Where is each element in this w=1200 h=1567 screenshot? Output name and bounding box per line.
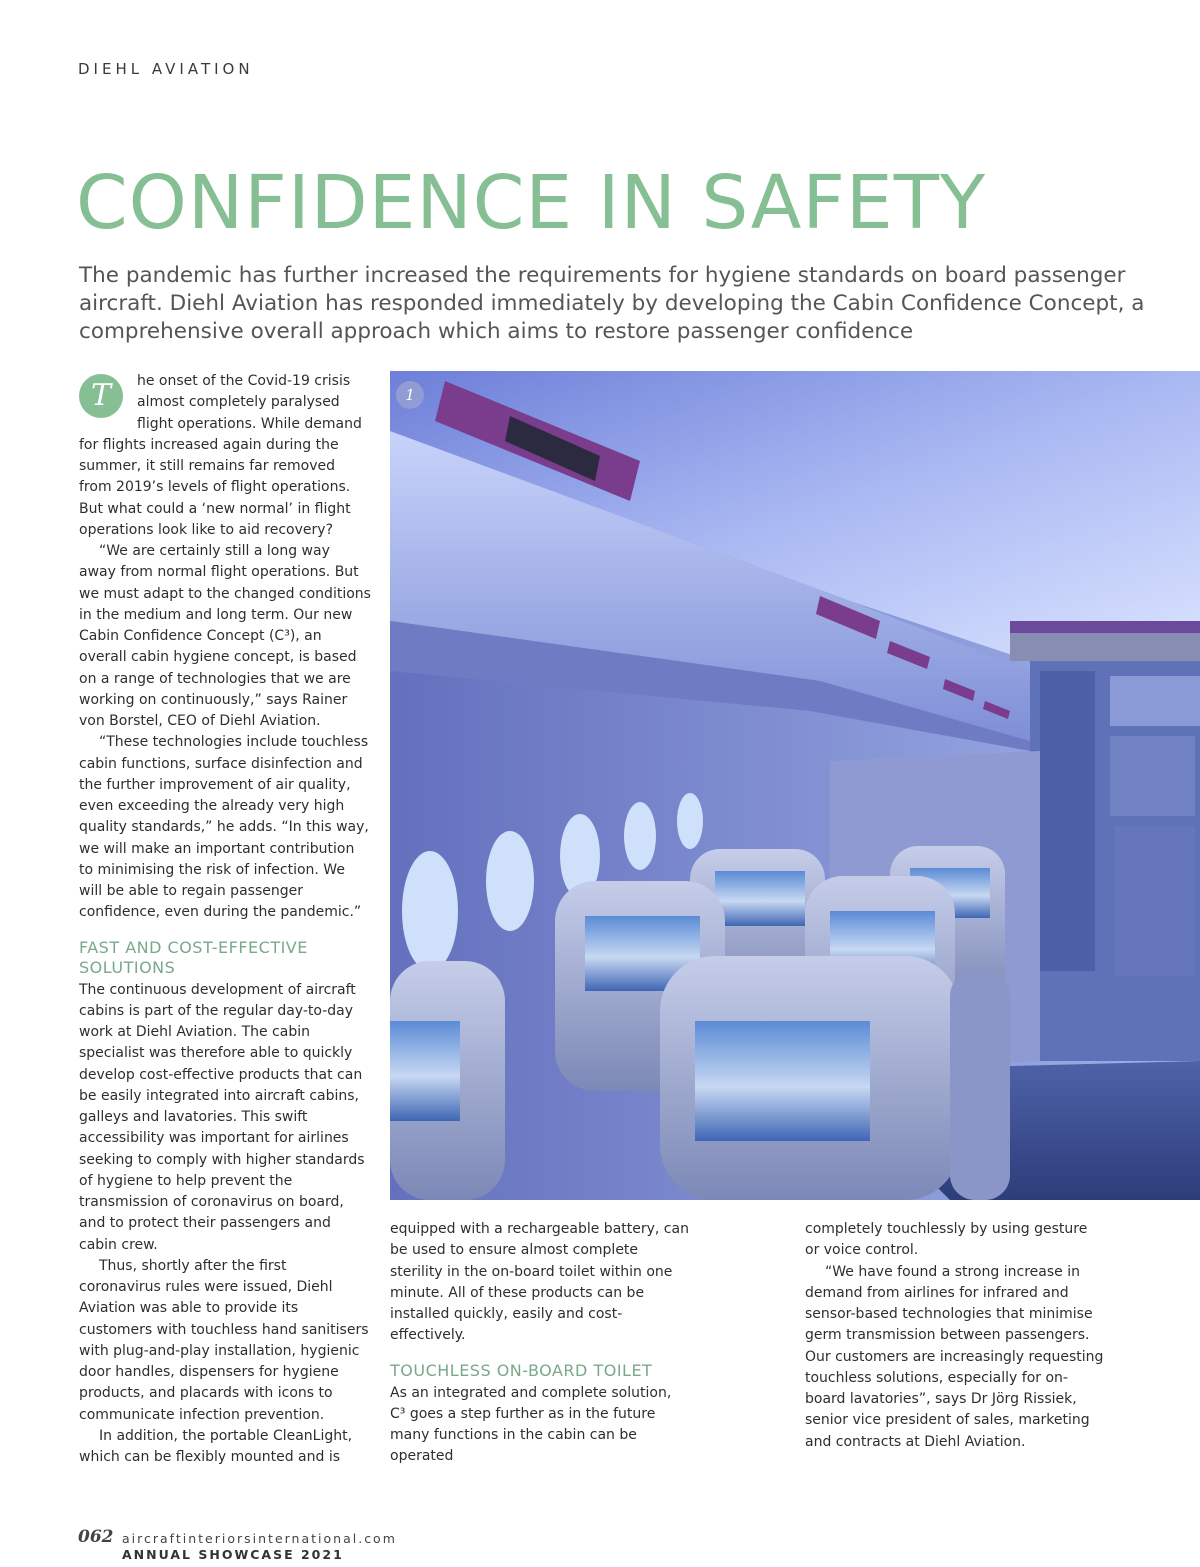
cabin-photo [390, 371, 1200, 1200]
paragraph-3: “These technologies include touchless cabin functions, surface disinfection and the further improvement of air quality, even exceeding the already very high quality standards,” he adds. “In this way, we will make an important contribution to minimising the risk of infection. We will be able to regain passenger confidence, even during the pandemic.” [79, 734, 369, 921]
photo-number: 1 [396, 381, 424, 409]
drop-cap: T [79, 374, 123, 418]
section-label: DIEHL AVIATION [78, 60, 254, 78]
column-1 [79, 371, 371, 1468]
subhead-fast-solutions: FAST AND COST-EFFECTIVE SOLUTIONS [79, 937, 308, 977]
column-3 [805, 1219, 1105, 1453]
subhead-touchless-toilet: TOUCHLESS ON-BOARD TOILET [390, 1360, 653, 1380]
paragraph-4: The continuous development of aircraft cabins is part of the regular day-to-day work at Diehl Aviation. The cabin specialist was therefore able to quickly develop cost-effective products that can be easily integrated into aircraft cabins, galleys and lavatories. This swift accessibility was important for airlines seeking to comply with higher standards of hygiene to help prevent the transmission of coronavirus on board, and to protect their passengers and cabin crew. [79, 981, 365, 1253]
paragraph-1: he onset of the Covid-19 crisis almost completely paralysed flight operations. While demand for flights increased again during the summer, it still remains far removed from 2019’s levels of flight operations. But what could a ‘new normal’ in flight operations look like to aid recovery? [79, 373, 362, 538]
article-title: CONFIDENCE IN SAFETY [76, 160, 987, 246]
article-standfirst: The pandemic has further increased the requirements for hygiene standards on board passenger aircraft. Diehl Aviation has responded immediately by developing the Cabin Confidence Concept, a comprehensive overall approach which aims to restore passenger confidence [79, 263, 1145, 344]
column-2 [390, 1219, 690, 1468]
paragraph-10: “We have found a strong increase in demand from airlines for infrared and sensor-based technologies that minimise germ transmission between passengers. Our customers are increasingly requesting touchless solutions, especially for on-board lavatories”, says Dr Jörg Rissiek, senior vice president of sales, marketing and contracts at Diehl Aviation. [805, 1263, 1104, 1450]
paragraph-7: equipped with a rechargeable battery, can be used to ensure almost complete sterility in the on-board toilet within one minute. All of these products can be installed quickly, easily and cost-effectively. [390, 1221, 689, 1344]
paragraph-6: In addition, the portable CleanLight, which can be flexibly mounted and is [79, 1427, 353, 1465]
page-number: 062 [78, 1527, 114, 1547]
aircraft-cabin-photo [390, 371, 1200, 1200]
paragraph-5: Thus, shortly after the first coronavirus rules were issued, Diehl Aviation was able to provide its customers with touchless hand sanitisers with plug-and-play installation, hygienic door handles, dispensers for hygiene products, and placards with icons to communicate infection prevention. [79, 1257, 369, 1423]
footer-issue: ANNUAL SHOWCASE 2021 [122, 1547, 344, 1562]
paragraph-9: completely touchlessly by using gesture or voice control. [805, 1221, 1088, 1259]
footer-website: aircraftinteriorsinternational.com [122, 1531, 397, 1546]
paragraph-2: “We are certainly still a long way away from normal flight operations. But we must adapt to the changed conditions in the medium and long term. Our new Cabin Confidence Concept (C³), an overall cabin hygiene concept, is based on a range of technologies that we are working on continuously,” says Rainer von Borstel, CEO of Diehl Aviation. [79, 543, 371, 729]
paragraph-8: As an integrated and complete solution, C³ goes a step further as in the future many functions in the cabin can be operated [390, 1384, 672, 1465]
